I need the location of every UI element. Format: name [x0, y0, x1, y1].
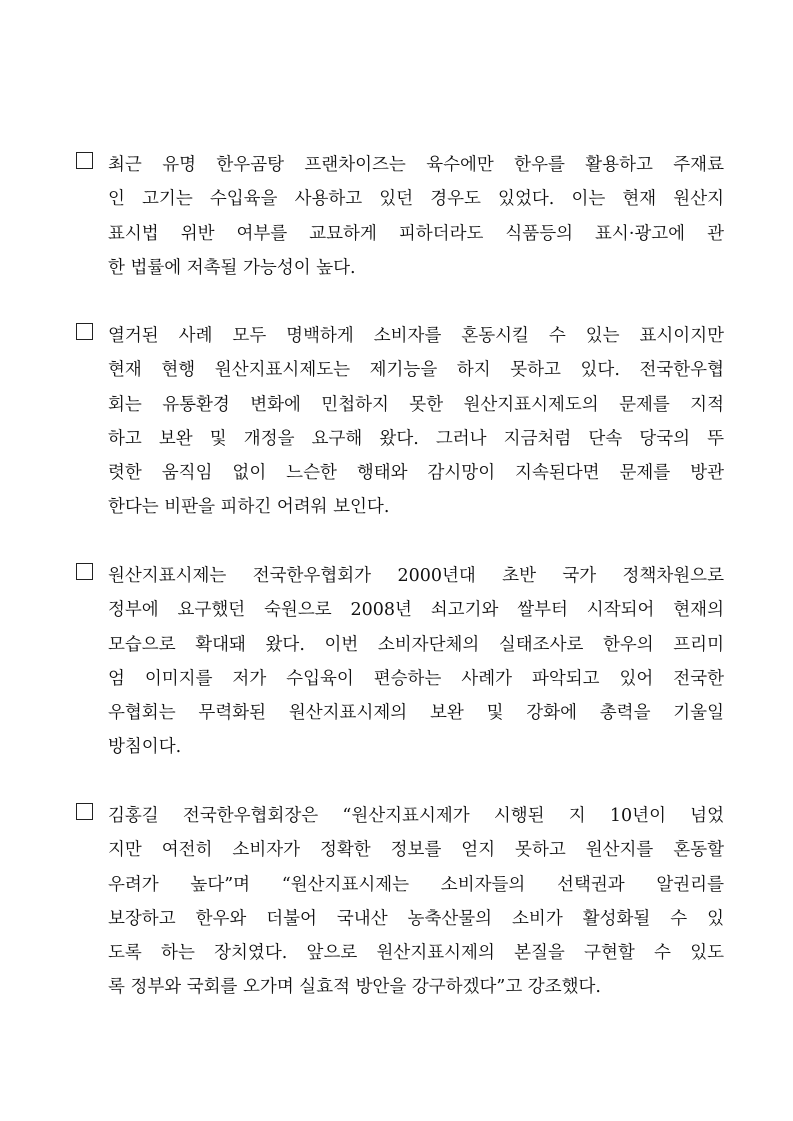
paragraph-4 [74, 799, 724, 1005]
paragraph-line: 방침이다. [108, 737, 182, 758]
checkbox-bullet-icon [76, 323, 93, 340]
paragraph-line: 인 고기는 수입육을 사용하고 있던 경우도 있었다. 이는 현재 원산지 [108, 189, 724, 210]
paragraph-line: 렷한 움직임 없이 느슨한 행태와 감시망이 지속된다면 문제를 방관 [108, 463, 724, 484]
paragraph-line: 김홍길 전국한우협회장은 “원산지표시제가 시행된 지 10년이 넘었 [108, 806, 724, 826]
checkbox-bullet-icon [76, 803, 93, 820]
paragraph-line: 지만 여전히 소비자가 정확한 정보를 얻지 못하고 원산지를 혼동할 [108, 840, 724, 861]
paragraph-line: 현재 현행 원산지표시제도는 제기능을 하지 못하고 있다. 전국한우협 [108, 360, 724, 381]
paragraph-line: 최근 유명 한우곰탕 프랜차이즈는 육수에만 한우를 활용하고 주재료 [108, 155, 724, 175]
paragraph-line: 표시법 위반 여부를 교묘하게 피하더라도 식품등의 표시·광고에 관 [108, 223, 724, 244]
paragraph-line: 우협회는 무력화된 원산지표시제의 보완 및 강화에 총력을 기울일 [108, 703, 724, 724]
checkbox-bullet-icon [76, 563, 93, 580]
paragraph-2 [74, 319, 724, 525]
paragraph-line: 회는 유통환경 변화에 민첩하지 못한 원산지표시제도의 문제를 지적 [108, 394, 724, 415]
paragraph-line: 정부에 요구했던 숙원으로 2008년 쇠고기와 쌀부터 시작되어 현재의 [108, 600, 724, 621]
paragraph-line: 한 법률에 저촉될 가능성이 높다. [108, 257, 356, 278]
paragraph-line: 엄 이미지를 저가 수입육이 편승하는 사례가 파악되고 있어 전국한 [108, 668, 724, 689]
paragraph-line: 한다는 비판을 피하긴 어려워 보인다. [108, 497, 390, 518]
paragraph-line: 록 정부와 국회를 오가며 실효적 방안을 강구하겠다”고 강조했다. [108, 977, 601, 998]
paragraph-line: 보장하고 한우와 더불어 국내산 농축산물의 소비가 활성화될 수 있 [108, 908, 724, 929]
paragraph-line: 모습으로 확대돼 왔다. 이번 소비자단체의 실태조사로 한우의 프리미 [108, 634, 724, 655]
paragraph-3 [74, 559, 724, 765]
paragraph-line: 원산지표시제는 전국한우협회가 2000년대 초반 국가 정책차원으로 [108, 566, 724, 586]
checkbox-bullet-icon [76, 152, 93, 169]
paragraph-line: 하고 보완 및 개정을 요구해 왔다. 그러나 지금처럼 단속 당국의 뚜 [108, 428, 724, 449]
paragraph-1 [74, 148, 724, 285]
paragraph-line: 도록 하는 장치였다. 앞으로 원산지표시제의 본질을 구현할 수 있도 [108, 943, 724, 964]
paragraph-line: 열거된 사례 모두 명백하게 소비자를 혼동시킬 수 있는 표시이지만 [108, 326, 724, 346]
paragraph-line: 우려가 높다”며 “원산지표시제는 소비자들의 선택권과 알권리를 [108, 874, 724, 895]
